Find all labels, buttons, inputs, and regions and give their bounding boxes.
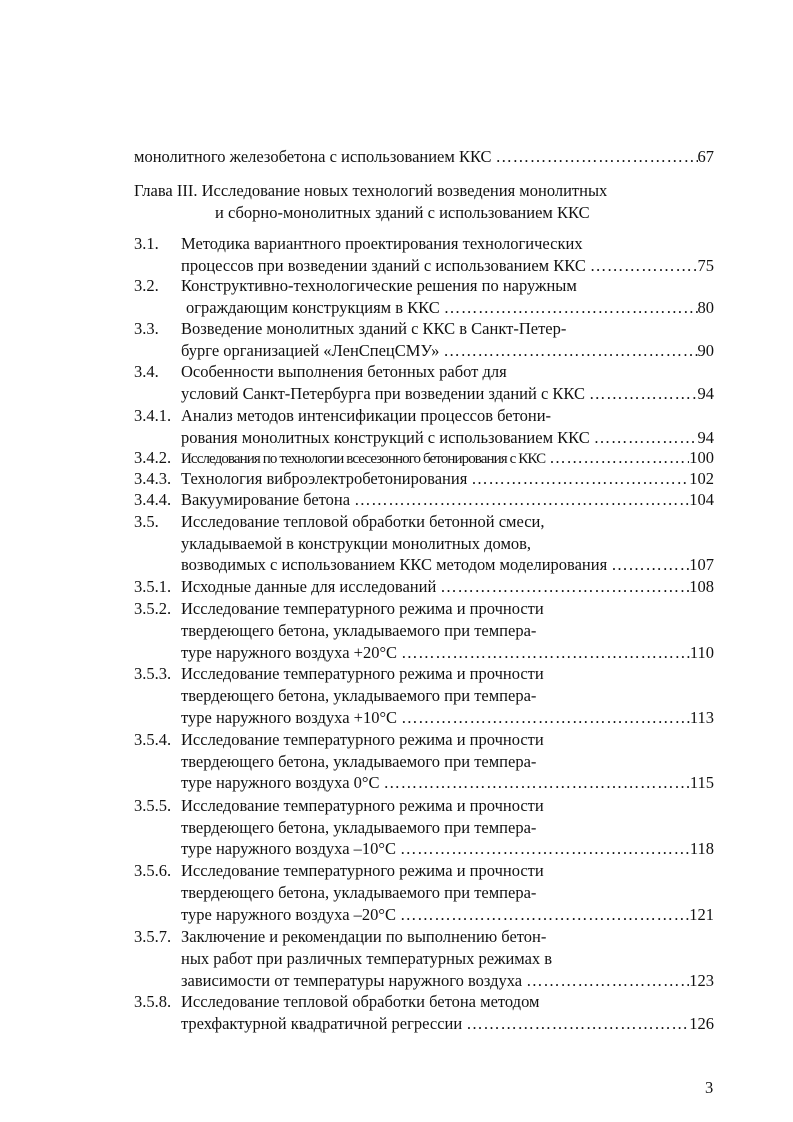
toc-entry-text: Исследование тепловой обработки бетона методом	[181, 992, 540, 1011]
toc-entry-text: бурге организацией «ЛенСпецСМУ»	[181, 341, 440, 360]
toc-section-number: 3.5.4.	[134, 730, 172, 749]
toc-entry-3-5-4-cont-2	[181, 772, 714, 793]
toc-entry-3-2	[134, 275, 714, 296]
toc-entry-3-5-cont-2	[181, 554, 714, 575]
toc-entry-text: процессов при возведении зданий с использованием ККС	[181, 256, 586, 275]
page-footer-number: 3	[705, 1078, 714, 1097]
toc-leader-dots	[462, 1013, 689, 1034]
toc-entry-text: Анализ методов интенсификации процессов бетони-	[181, 406, 552, 425]
toc-entry-text: Технология виброэлектробетонирования	[181, 469, 468, 488]
toc-page-number: 104	[689, 490, 714, 509]
toc-entry-3-4-cont	[181, 383, 714, 404]
toc-entry-3-5-6-cont-1	[181, 882, 714, 903]
toc-entry-3-5-2-cont-2	[181, 642, 714, 663]
toc-leader-dots	[397, 642, 690, 663]
toc-entry-3-3	[134, 318, 714, 339]
toc-entry-text: Исследование температурного режима и прочности	[181, 730, 544, 749]
toc-entry-3-5-1	[134, 576, 714, 597]
toc-entry-3-5-5-cont-2	[181, 838, 714, 859]
toc-entry-text: туре наружного воздуха +20°С	[181, 643, 398, 662]
toc-entry-3-4	[134, 361, 714, 382]
toc-leader-dots	[436, 576, 689, 597]
toc-entry-3-5-cont-1	[181, 533, 714, 554]
toc-entry-3-5-8-cont	[181, 1013, 714, 1034]
toc-leader-dots	[439, 340, 697, 361]
toc-entry-text: возводимых с использованием ККС методом моделирования	[181, 555, 608, 574]
toc-entry-3-5-6	[134, 860, 714, 881]
toc-entry-text: Особенности выполнения бетонных работ для	[181, 362, 507, 381]
toc-entry-3-4-3	[134, 468, 714, 489]
toc-entry-text: рования монолитных конструкций с использованием ККС	[181, 428, 590, 447]
toc-entry-3-3-cont	[181, 340, 714, 361]
toc-entry-text: Исследование температурного режима и прочности	[181, 796, 544, 815]
toc-page-number: 107	[689, 555, 714, 574]
toc-section-number: 3.4.	[134, 362, 159, 381]
toc-page-number: 108	[689, 577, 714, 596]
toc-section-number: 3.5.3.	[134, 664, 172, 683]
toc-entry-3-5	[134, 511, 714, 532]
toc-leader-dots	[396, 838, 690, 859]
toc-page-number: 100	[689, 448, 714, 467]
toc-entry-3-5-8	[134, 991, 714, 1012]
toc-page-number: 113	[689, 708, 714, 727]
toc-section-number: 3.1.	[134, 234, 159, 253]
toc-page-number: 102	[689, 469, 714, 488]
toc-entry-3-5-2-cont-1	[181, 620, 714, 641]
chapter-heading-2	[215, 202, 665, 223]
toc-page-number: 67	[697, 147, 714, 166]
toc-entry-text: Методика вариантного проектирования технологических	[181, 234, 583, 253]
toc-page-number: 126	[689, 1014, 714, 1033]
toc-leader-dots	[522, 970, 689, 991]
toc-leader-dots	[440, 297, 698, 318]
toc-section-number: 3.3.	[134, 319, 159, 338]
toc-section-number: 3.4.1.	[134, 406, 172, 425]
toc-entry-text: Исследование температурного режима и прочности	[181, 599, 544, 618]
toc-leader-dots	[396, 904, 689, 925]
toc-entry-3-4-1-cont	[181, 427, 714, 448]
toc-leader-dots	[397, 707, 690, 728]
toc-entry-text: зависимости от температуры наружного воздуха	[181, 971, 523, 990]
toc-leader-dots	[492, 146, 698, 167]
toc-page-number: 94	[697, 384, 714, 403]
toc-entry-text: туре наружного воздуха +10°С	[181, 708, 398, 727]
toc-entry-3-4-4	[134, 489, 714, 510]
toc-section-number: 3.4.2.	[134, 448, 172, 467]
toc-entry-text: Исследование температурного режима и прочности	[181, 664, 544, 683]
toc-page-number: 123	[689, 971, 714, 990]
toc-section-number: 3.2.	[134, 276, 159, 295]
chapter-heading-line-2: и сборно-монолитных зданий с использованием ККС	[215, 203, 590, 222]
toc-section-number: 3.4.4.	[134, 490, 172, 509]
chapter-heading-line-1: Глава III. Исследование новых технологий возведения монолитных	[134, 181, 608, 200]
toc-entry-text: твердеющего бетона, укладываемого при темпера-	[181, 883, 537, 902]
toc-entry-text: Вакуумирование бетона	[181, 490, 351, 509]
toc-entry-3-5-7-cont-2	[181, 970, 714, 991]
toc-page-number: 94	[697, 428, 714, 447]
toc-entry-3-4-1	[134, 405, 714, 426]
toc-section-number: 3.5.5.	[134, 796, 172, 815]
toc-entry-3-5-4	[134, 729, 714, 750]
toc-entry-text: Возведение монолитных зданий с ККС в Санкт-Петер-	[181, 319, 567, 338]
toc-entry-text: Конструктивно-технологические решения по наружным	[181, 276, 577, 295]
toc-entry-text: твердеющего бетона, укладываемого при темпера-	[181, 621, 537, 640]
toc-entry-3-5-3-cont-2	[181, 707, 714, 728]
toc-leader-dots	[590, 427, 698, 448]
toc-leader-dots	[607, 554, 689, 575]
toc-entry-3-5-7	[134, 926, 714, 947]
toc-section-number: 3.5.8.	[134, 992, 172, 1011]
toc-page-number: 75	[697, 256, 714, 275]
toc-entry-3-1	[134, 233, 714, 254]
toc-entry-text: туре наружного воздуха –10°С	[181, 839, 396, 858]
toc-entry-text: монолитного железобетона с использованием ККС	[134, 147, 492, 166]
toc-leader-dots	[467, 468, 689, 489]
toc-entry-3-5-7-cont-1	[181, 948, 714, 969]
toc-entry-3-5-2	[134, 598, 714, 619]
toc-entry-text: Исследования по технологии всесезонного бетонирования с ККС	[181, 451, 546, 467]
toc-entry-text: твердеющего бетона, укладываемого при темпера-	[181, 818, 537, 837]
toc-section-number: 3.5.1.	[134, 577, 172, 596]
toc-section-number: 3.5.7.	[134, 927, 172, 946]
toc-page-number: 121	[689, 905, 714, 924]
toc-entry-3-5-3-cont-1	[181, 685, 714, 706]
toc-leader-dots	[350, 489, 689, 510]
toc-entry-text: Заключение и рекомендации по выполнению бетон-	[181, 927, 547, 946]
toc-leader-dots	[585, 383, 697, 404]
toc-entry-3-1-cont	[181, 255, 714, 276]
toc-page-number: 80	[697, 298, 714, 317]
toc-page-number: 110	[689, 643, 714, 662]
toc-entry-3-4-2	[134, 447, 714, 468]
toc-entry-text: туре наружного воздуха –20°С	[181, 905, 396, 924]
toc-entry-text: твердеющего бетона, укладываемого при темпера-	[181, 752, 537, 771]
toc-entry-text: туре наружного воздуха 0°С	[181, 773, 380, 792]
toc-entry-text: ных работ при различных температурных режимах в	[181, 949, 553, 968]
toc-section-number: 3.5.	[134, 512, 159, 531]
toc-entry-text: условий Санкт-Петербурга при возведении зданий с ККС	[181, 384, 586, 403]
toc-entry-text: Исходные данные для исследований	[181, 577, 437, 596]
toc-entry-3-2-cont	[186, 297, 714, 318]
toc-entry-3-5-5-cont-1	[181, 817, 714, 838]
chapter-heading	[134, 180, 734, 201]
toc-entry-text: Исследование тепловой обработки бетонной смеси,	[181, 512, 545, 531]
toc-page-number: 115	[689, 773, 714, 792]
toc-entry-3-5-6-cont-2	[181, 904, 714, 925]
toc-entry-text: ограждающим конструкциям в ККС	[186, 298, 440, 317]
toc-section-number: 3.5.6.	[134, 861, 172, 880]
toc-entry-text: трехфактурной квадратичной регрессии	[181, 1014, 463, 1033]
toc-leader-dots	[380, 772, 690, 793]
toc-section-number: 3.4.3.	[134, 469, 172, 488]
toc-section-number: 3.5.2.	[134, 599, 172, 618]
toc-entry-3-5-3	[134, 663, 714, 684]
toc-entry-text: Исследование температурного режима и прочности	[181, 861, 544, 880]
toc-entry-3-5-4-cont-1	[181, 751, 714, 772]
toc-entry-continuation	[134, 146, 714, 167]
toc-page-number: 118	[689, 839, 714, 858]
toc-page-number: 90	[697, 341, 714, 360]
toc-entry-3-5-5	[134, 795, 714, 816]
toc-leader-dots	[586, 255, 698, 276]
toc-entry-text: укладываемой в конструкции монолитных домов,	[181, 534, 532, 553]
toc-leader-dots	[545, 447, 689, 468]
toc-entry-text: твердеющего бетона, укладываемого при темпера-	[181, 686, 537, 705]
